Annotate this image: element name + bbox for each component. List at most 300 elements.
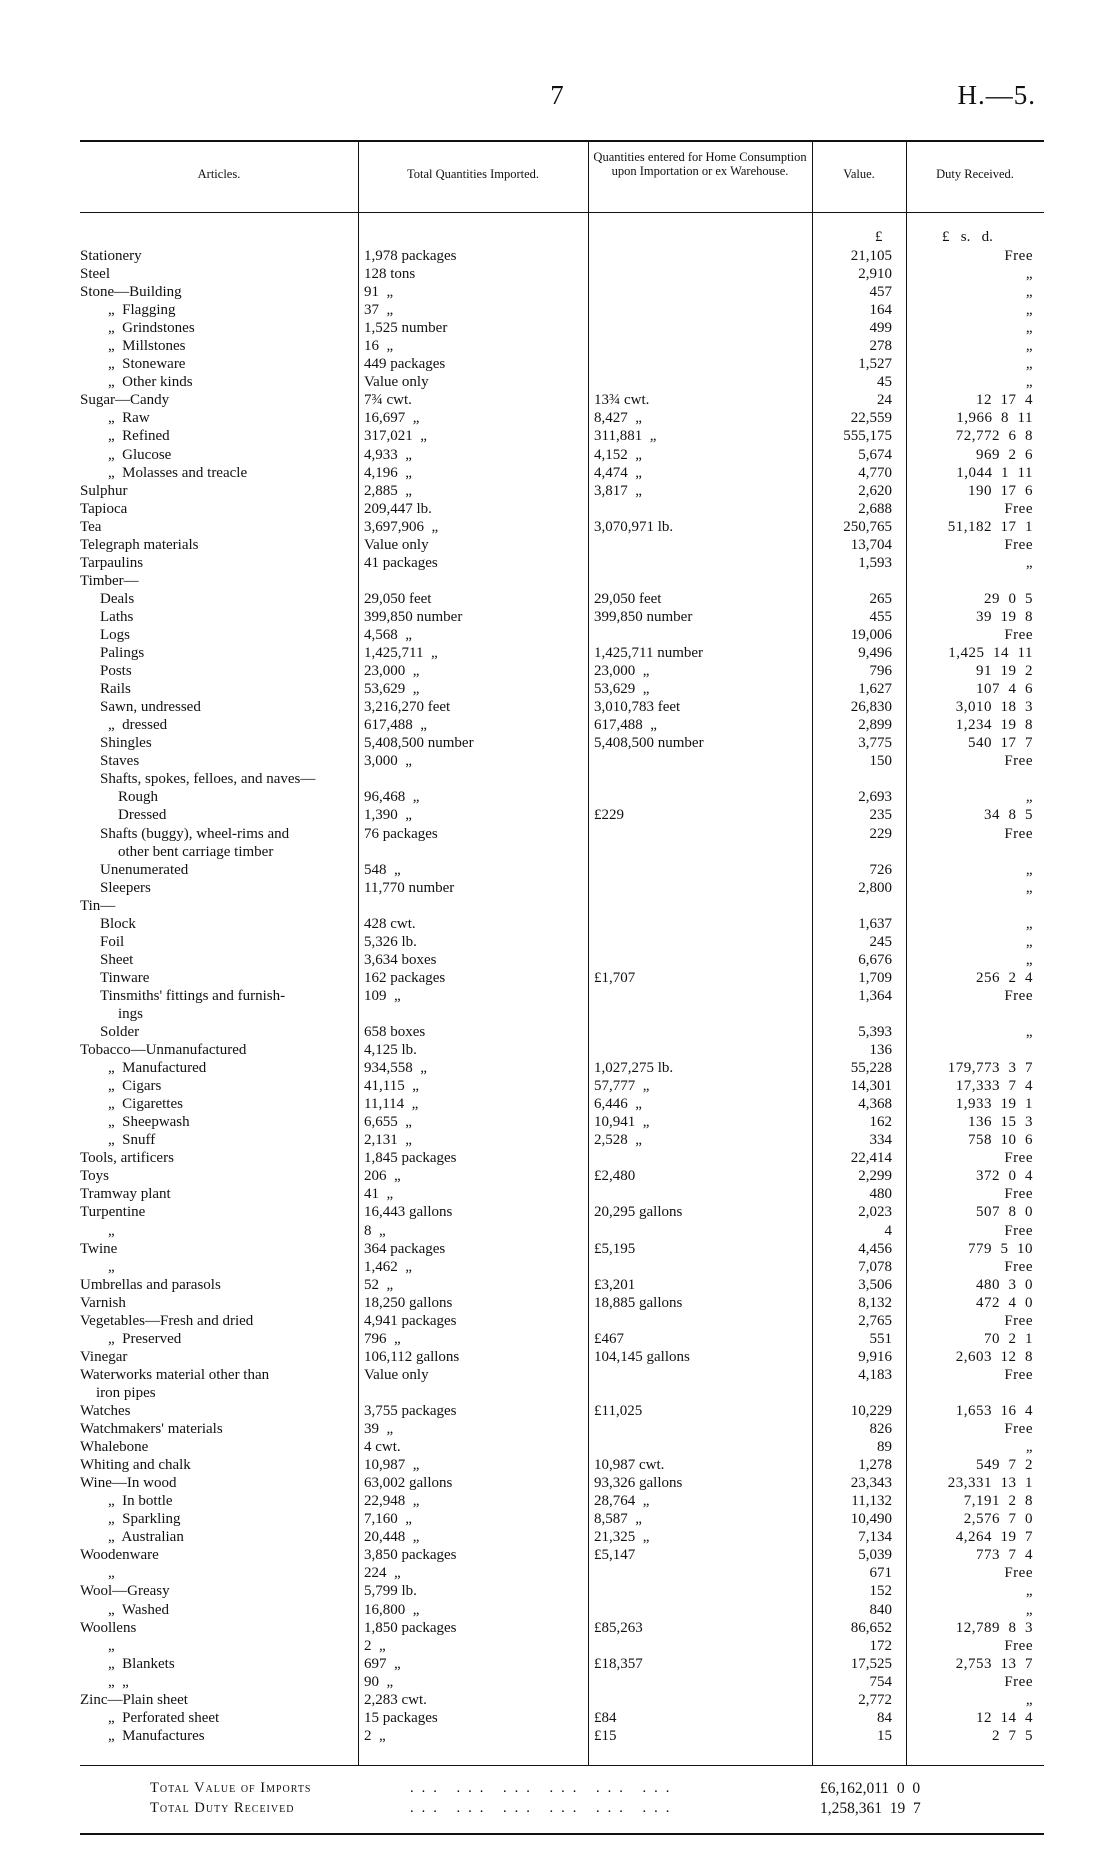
table-row [0,734,1114,752]
article-cell: „ [108,1222,115,1239]
table-row [0,662,1114,680]
article-cell: „ Other kinds [108,374,193,391]
article-cell: „ [108,1258,115,1275]
value-cell: 5,674 [858,446,892,463]
total-quantity-cell: 91 „ [364,284,394,301]
duty-cell: Free [1004,753,1033,770]
value-cell: 1,278 [858,1457,892,1474]
table-row [0,536,1114,554]
total-quantity-cell: 2 „ [364,1637,386,1654]
table-row [0,1330,1114,1348]
duty-cell: „ [1025,789,1033,806]
total-quantity-cell: 162 packages [364,969,446,986]
article-cell: Dressed [118,807,167,824]
value-cell: 265 [869,590,892,607]
table-row [0,1691,1114,1709]
duty-cell: Free [1004,626,1033,643]
total-quantity-cell: 41 packages [364,554,438,571]
table-row [0,915,1114,933]
duty-cell: 91 19 2 [976,663,1033,680]
home-consumption-cell: 1,425,711 number [594,645,704,662]
table-row [0,446,1114,464]
total-quantity-cell: 3,850 packages [364,1547,457,1564]
duty-cell: Free [1004,1258,1033,1275]
value-cell: 2,899 [858,717,892,734]
total-quantity-cell: 224 „ [364,1565,401,1582]
value-cell: 480 [869,1186,892,1203]
duty-cell: „ [1025,1601,1033,1618]
duty-cell: „ [1025,554,1033,571]
duty-cell: „ [1025,933,1033,950]
duty-cell: „ [1025,284,1033,301]
value-cell: 2,299 [858,1168,892,1185]
total-quantity-cell: 22,948 „ [364,1493,420,1510]
article-cell: „ dressed [108,717,168,734]
article-cell: Tarpaulins [80,554,144,571]
home-consumption-cell: £5,147 [594,1547,636,1564]
article-cell: Solder [100,1024,140,1041]
table-row [0,698,1114,716]
home-consumption-cell: 3,817 „ [594,482,642,499]
total-quantity-cell: 1,978 packages [364,248,457,264]
value-cell: 250,765 [843,518,892,535]
home-consumption-cell: £11,025 [594,1403,643,1419]
home-consumption-cell: £18,357 [594,1655,643,1672]
value-cell: 754 [869,1673,892,1690]
duty-cell: 480 3 0 [976,1276,1033,1293]
article-cell: Stationery [80,248,142,264]
article-cell: „ Millstones [108,338,186,355]
table-row [0,247,1114,265]
header-rule [80,212,1044,213]
total-quantity-cell: 4,196 „ [364,464,412,481]
article-cell: Tools, artificers [80,1150,174,1167]
home-consumption-cell: £229 [594,807,624,824]
table-row [0,1348,1114,1366]
article-cell: „ Refined [108,428,170,445]
article-cell: Steel [80,266,110,283]
value-cell: 278 [869,338,892,355]
value-cell: 4,183 [858,1366,892,1383]
article-cell: Woollens [80,1619,137,1636]
total-quantity-cell: 3,634 boxes [364,951,437,968]
article-cell: Sheet [100,951,134,968]
total-quantity-cell: 2,885 „ [364,482,412,499]
total-quantity-cell: 16,697 „ [364,410,420,427]
article-cell: „ Molasses and treacle [108,464,248,481]
duty-cell: 1,234 19 8 [955,717,1033,734]
duty-cell: 472 4 0 [976,1294,1033,1311]
duty-cell: 1,425 14 11 [948,645,1033,662]
value-cell: 2,772 [858,1691,892,1708]
value-cell: 22,559 [850,410,892,427]
value-cell: 14,301 [850,1078,892,1095]
value-cell: 45 [877,374,892,391]
total-quantity-cell: 16 „ [364,338,394,355]
table-row [0,644,1114,662]
article-cell: Watches [80,1403,131,1419]
duty-cell: 2 7 5 [992,1727,1033,1744]
value-cell: 5,039 [858,1547,892,1564]
value-cell: 1,364 [858,987,892,1004]
table-row [0,1655,1114,1673]
table-row [0,572,1114,590]
duty-cell: Free [1004,500,1033,517]
total-quantity-cell: 617,488 „ [364,717,427,734]
value-cell: 2,910 [858,266,892,283]
table-row [0,1510,1114,1528]
article-cell: Umbrellas and parasols [80,1276,221,1293]
value-cell: 9,496 [858,645,892,662]
home-consumption-cell: £2,480 [594,1168,636,1185]
table-row [0,1673,1114,1691]
value-cell: 55,228 [850,1060,892,1077]
total-quantity-cell: 41 „ [364,1186,394,1203]
value-cell: 23,343 [850,1475,892,1492]
duty-cell: 549 7 2 [976,1457,1033,1474]
home-consumption-cell: 8,427 „ [594,410,642,427]
value-cell: 4,456 [858,1240,892,1257]
total-quantity-cell: 1,850 packages [364,1619,457,1636]
table-row [0,1222,1114,1240]
value-cell: 84 [877,1709,892,1726]
table-row [0,1312,1114,1330]
article-cell: Woodenware [80,1547,159,1564]
value-cell: 551 [869,1330,892,1347]
total-quantity-cell: 109 „ [364,987,401,1004]
duty-cell: Free [1004,1312,1033,1329]
value-cell: 22,414 [850,1150,892,1167]
table-row [0,626,1114,644]
total-quantity-cell: 90 „ [364,1673,394,1690]
value-cell: 235 [869,807,892,824]
article-cell: Vegetables—Fresh and dried [80,1312,254,1329]
total-quantity-cell: 15 packages [364,1709,438,1726]
home-consumption-cell: £467 [594,1330,624,1347]
table-row [0,1528,1114,1546]
duty-cell: Free [1004,1222,1033,1239]
article-cell: Tobacco—Unmanufactured [80,1042,247,1059]
value-cell: 13,704 [850,536,892,553]
article-cell: „ Washed [108,1601,169,1618]
table-row [0,1131,1114,1149]
value-cell: 3,775 [858,735,892,752]
value-cell: 671 [869,1565,892,1582]
table-row [0,806,1114,824]
home-consumption-cell: 8,587 „ [594,1511,642,1528]
home-consumption-cell: 617,488 „ [594,717,657,734]
home-consumption-cell: £5,195 [594,1240,636,1257]
duty-cell: 2,603 12 8 [955,1348,1033,1365]
value-cell: 4 [884,1222,892,1239]
home-consumption-cell: 10,987 cwt. [594,1457,665,1474]
value-cell: 6,676 [858,951,892,968]
imports-table-body [0,247,1114,1745]
table-row [0,825,1114,843]
duty-cell: „ [1025,879,1033,896]
table-row [0,861,1114,879]
table-row [0,1492,1114,1510]
header-articles: Articles. [197,167,241,181]
total-quantity-cell: 10,987 „ [364,1457,420,1474]
home-consumption-cell: £15 [594,1727,617,1744]
article-cell: Turpentine [80,1204,146,1221]
duty-cell: „ [1025,861,1033,878]
home-consumption-cell: 53,629 „ [594,681,650,698]
value-cell: 24 [877,392,892,409]
value-cell: 229 [869,825,892,842]
value-cell: 4,368 [858,1096,892,1113]
value-cell: 7,134 [858,1529,892,1546]
duty-cell: Free [1004,1421,1033,1438]
total-quantity-cell: 106,112 gallons [364,1348,460,1365]
article-cell: Waterworks material other than [80,1366,270,1383]
page-reference: H.—5. [957,80,1036,110]
total-quantity-cell: 52 „ [364,1276,394,1293]
home-consumption-cell: 3,070,971 lb. [594,518,674,535]
total-quantity-cell: 23,000 „ [364,663,420,680]
total-quantity-cell: 209,447 lb. [364,500,432,517]
table-row [0,1366,1114,1384]
header-duty: Duty Received. [936,167,1014,181]
home-consumption-cell: 93,326 gallons [594,1475,683,1492]
total-duty-value: 1,258,361 19 7 [820,1800,921,1817]
value-cell: 172 [869,1637,892,1654]
table-row [0,1402,1114,1420]
home-consumption-cell: £84 [594,1709,617,1726]
value-cell: 8,132 [858,1294,892,1311]
duty-cell: 1,933 19 1 [955,1096,1033,1113]
value-cell: 2,620 [858,482,892,499]
total-quantity-cell: 6,655 „ [364,1114,412,1131]
article-cell: Laths [100,608,134,625]
value-cell: 164 [869,302,892,319]
article-cell: Tinsmiths' fittings and furnish- [100,987,286,1004]
article-cell: Rough [118,789,159,806]
table-row [0,391,1114,409]
article-cell: Rails [100,681,131,698]
article-cell: Tea [80,518,102,535]
table-row [0,608,1114,626]
article-cell: Watchmakers' materials [80,1421,223,1438]
value-cell: 726 [869,861,892,878]
home-consumption-cell: £3,201 [594,1276,636,1293]
article-cell: Staves [100,753,140,770]
duty-cell: 17,333 7 4 [955,1078,1033,1095]
article-cell: Twine [80,1240,118,1257]
table-row [0,1637,1114,1655]
article-cell: „ Raw [108,410,150,427]
duty-cell: 29 0 5 [984,590,1033,607]
table-row [0,373,1114,391]
value-cell: 2,693 [858,789,892,806]
value-cell: 9,916 [858,1348,892,1365]
total-quantity-cell: 3,000 „ [364,753,412,770]
duty-cell: Free [1004,1366,1033,1383]
duty-cell: „ [1025,1024,1033,1041]
duty-cell: „ [1025,320,1033,337]
article-cell: „ In bottle [108,1493,173,1510]
table-row [0,969,1114,987]
duty-cell: „ [1025,356,1033,373]
duty-cell: 256 2 4 [976,969,1033,986]
table-row [0,1149,1114,1167]
home-consumption-cell: 6,446 „ [594,1096,642,1113]
duty-cell: 507 8 0 [976,1204,1033,1221]
article-cell: Palings [100,645,145,662]
duty-cell: „ [1025,1583,1033,1600]
article-cell: Block [100,915,136,932]
article-cell: Tinware [100,969,150,986]
total-quantity-cell: 29,050 feet [364,590,432,607]
total-quantity-cell: 16,800 „ [364,1601,420,1618]
total-quantity-cell: 3,755 packages [364,1403,457,1419]
value-cell: 1,709 [858,969,892,986]
article-cell: Deals [100,590,135,607]
total-quantity-cell: Value only [364,374,429,391]
article-cell: „ Cigarettes [108,1096,183,1113]
value-cell: 1,527 [858,356,892,373]
total-quantity-cell: 4,125 lb. [364,1042,417,1059]
table-row [0,500,1114,518]
duty-cell: 107 4 6 [976,681,1033,698]
article-cell: Tramway plant [80,1186,171,1203]
total-imports-label: Total Value of Imports [150,1780,312,1796]
duty-cell: 12 14 4 [976,1709,1033,1726]
duty-cell: 2,576 7 0 [963,1511,1033,1528]
duty-cell: 3,010 18 3 [955,699,1033,716]
table-row [0,337,1114,355]
duty-cell: Free [1004,248,1033,264]
home-consumption-cell: 2,528 „ [594,1132,642,1149]
duty-cell: „ [1025,302,1033,319]
table-row [0,1582,1114,1600]
totals-bottom-rule [80,1833,1044,1835]
table-row [0,1041,1114,1059]
value-cell: 796 [869,663,892,680]
table-row [0,518,1114,536]
table-row [0,1095,1114,1113]
table-top-rule [80,140,1044,142]
total-quantity-cell: 399,850 number [364,608,463,625]
duty-cell: 2,753 13 7 [955,1655,1033,1672]
total-quantity-cell: 8 „ [364,1222,386,1239]
table-bottom-rule [80,1765,1044,1766]
table-row [0,987,1114,1005]
value-cell: 19,006 [850,626,892,643]
article-cell: Vinegar [80,1348,128,1365]
total-quantity-cell: 2 „ [364,1727,386,1744]
value-cell: 555,175 [843,428,892,445]
table-row [0,554,1114,572]
article-cell: Toys [80,1168,109,1185]
table-row [0,409,1114,427]
article-cell: Shafts, spokes, felloes, and naves— [100,771,316,788]
table-row [0,464,1114,482]
table-row [0,1727,1114,1745]
value-cell: 499 [869,320,892,337]
table-row [0,951,1114,969]
duty-cell: Free [1004,1186,1033,1203]
value-cell: 7,078 [858,1258,892,1275]
duty-cell: 136 15 3 [968,1114,1033,1131]
table-row [0,319,1114,337]
table-row [0,1005,1114,1023]
total-quantity-cell: 53,629 „ [364,681,420,698]
article-cell: „ Preserved [108,1330,182,1347]
table-row [0,301,1114,319]
duty-cell: 72,772 6 8 [955,428,1033,445]
value-cell: 1,593 [858,554,892,571]
duty-cell: 190 17 6 [968,482,1033,499]
article-cell: Telegraph materials [80,536,199,553]
duty-cell: „ [1025,951,1033,968]
article-cell: Sawn, undressed [100,699,201,716]
article-cell: Logs [100,626,130,643]
home-consumption-cell: 311,881 „ [594,428,657,445]
value-cell: 26,830 [850,699,892,716]
home-consumption-cell: £1,707 [594,969,636,986]
total-quantity-cell: 4,941 packages [364,1312,457,1329]
duty-cell: Free [1004,536,1033,553]
duty-cell: Free [1004,825,1033,842]
total-quantity-cell: 37 „ [364,302,394,319]
total-quantity-cell: 1,845 packages [364,1150,457,1167]
duty-cell: „ [1025,1439,1033,1456]
value-cell: 136 [869,1042,892,1059]
duty-cell: 540 17 7 [968,735,1033,752]
home-consumption-cell: £85,263 [594,1619,643,1636]
article-cell: Sleepers [100,879,151,896]
table-row [0,1240,1114,1258]
article-cell: Whiting and chalk [80,1457,191,1474]
total-quantity-cell: 5,408,500 number [364,735,474,752]
article-cell: Sugar—Candy [80,392,170,409]
article-cell: Wool—Greasy [80,1583,170,1600]
table-row [0,1276,1114,1294]
total-quantity-cell: 796 „ [364,1330,401,1347]
article-cell: „ Snuff [108,1132,156,1149]
table-row [0,1474,1114,1492]
table-row [0,1420,1114,1438]
home-consumption-cell: 29,050 feet [594,590,662,607]
total-quantity-cell: 2,283 cwt. [364,1691,427,1708]
total-imports-leader: ... ... ... ... ... ... [410,1780,678,1796]
article-cell: „ Sheepwash [108,1114,190,1131]
table-row [0,680,1114,698]
total-quantity-cell: 364 packages [364,1240,446,1257]
article-cell: Tapioca [80,500,128,517]
table-row [0,1185,1114,1203]
total-quantity-cell: 41,115 „ [364,1078,419,1095]
total-quantity-cell: 658 boxes [364,1024,426,1041]
total-quantity-cell: 20,448 „ [364,1529,420,1546]
duty-cell: 12 17 4 [976,392,1033,409]
total-quantity-cell: 4,568 „ [364,626,412,643]
value-cell: 5,393 [858,1024,892,1041]
total-quantity-cell: 317,021 „ [364,428,427,445]
total-quantity-cell: 449 packages [364,356,446,373]
total-quantity-cell: 428 cwt. [364,915,416,932]
duty-cell: „ [1025,338,1033,355]
table-row [0,716,1114,734]
duty-cell: 51,182 17 1 [947,518,1033,535]
value-cell: 3,506 [858,1276,892,1293]
total-quantity-cell: 206 „ [364,1168,401,1185]
article-cell: Unenumerated [100,861,189,878]
home-consumption-cell: 4,152 „ [594,446,642,463]
duty-cell: 372 0 4 [976,1168,1033,1185]
